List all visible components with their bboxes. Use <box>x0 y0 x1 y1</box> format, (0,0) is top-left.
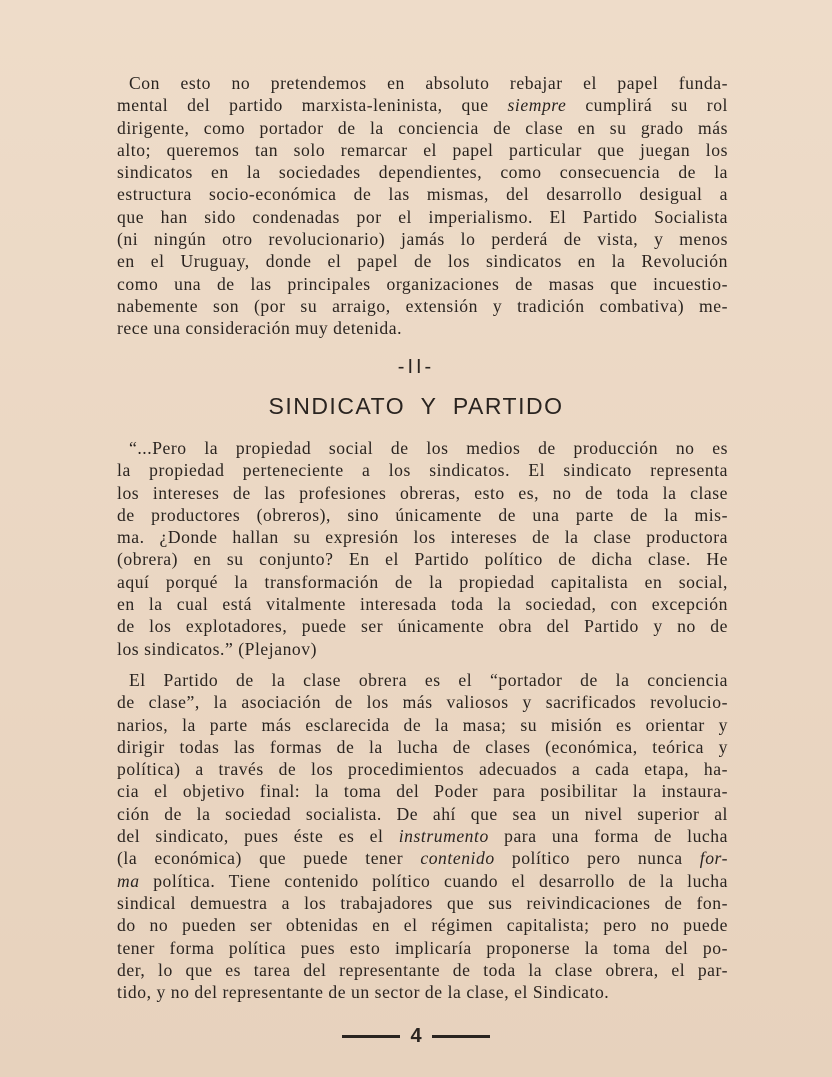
text-line: de productores (obreros), sino únicamente de una parte de la mis- <box>117 504 728 525</box>
text-line: El Partido de la clase obrera es el “portador de la conciencia <box>129 670 728 690</box>
paragraph-intro <box>117 72 728 340</box>
text-line: ma. ¿Donde hallan su expresión los intereses de la clase productora <box>117 527 728 548</box>
text-line: los intereses de las profesiones obreras, esto es, no de toda la clase <box>117 482 728 503</box>
text-line: de clase”, la asociación de los más valiosos y sacrificados revolucio- <box>117 692 728 713</box>
paragraph-quote <box>117 437 728 660</box>
text-line: rece una consideración muy detenida. <box>117 318 403 339</box>
text-line: der, lo que es tarea del representante de toda la clase obrera, el par- <box>117 959 728 980</box>
text-line: Con esto no pretendemos en absoluto rebajar el papel funda- <box>129 73 728 93</box>
text-line: (la económica) que puede tener contenido político pero nunca for- <box>117 848 728 869</box>
page-footer <box>0 1025 832 1048</box>
text-line: (ni ningún otro revolucionario) jamás lo perderá de vista, y menos <box>117 229 728 250</box>
text-line: (obrera) en su conjunto? En el Partido político de dicha clase. He <box>117 549 728 570</box>
text-line: sindical demuestra a los trabajadores que sus reivindicaciones de fon- <box>117 892 728 913</box>
text-line: que han sido condenadas por el imperialismo. El Partido Socialista <box>117 206 728 227</box>
text-line: “...Pero la propiedad social de los medios de producción no es <box>129 438 728 458</box>
text-line: dirigente, como portador de la conciencia de clase en su grado más <box>117 117 728 138</box>
text-line: sindicatos en la sociedades dependientes, como consecuencia de la <box>117 162 728 183</box>
text-line: nabemente son (por su arraigo, extensión y tradición combativa) me- <box>117 295 728 316</box>
text-line: del sindicato, pues éste es el instrumento para una forma de lucha <box>117 826 728 847</box>
text-line: política) a través de los procedimientos adecuados a cada etapa, ha- <box>117 759 728 780</box>
text-line: estructura socio-económica de las mismas, del desarrollo desigual a <box>117 184 728 205</box>
text-line: tener forma política pues esto implicaría proponerse la toma del po- <box>117 937 728 958</box>
text-line: narios, la parte más esclarecida de la masa; su misión es orientar y <box>117 714 728 735</box>
text-line: de los explotadores, puede ser únicamente obra del Partido y no de <box>117 616 728 637</box>
text-line: ción de la sociedad socialista. De ahí que sea un nivel superior al <box>117 803 728 824</box>
text-line: dirigir todas las formas de la lucha de clases (económica, teórica y <box>117 736 728 757</box>
text-line: como una de las principales organizaciones de masas que incuestio- <box>117 273 728 294</box>
text-line: en la cual está vitalmente interesada toda la sociedad, con excepción <box>117 594 728 615</box>
text-line: ma política. Tiene contenido político cuando el desarrollo de la lucha <box>117 870 728 891</box>
footer-rule-right <box>432 1035 490 1038</box>
page-number: 4 <box>410 1025 422 1047</box>
section-number: -II- <box>397 356 435 378</box>
text-line: la propiedad perteneciente a los sindicatos. El sindicato representa <box>117 460 728 481</box>
text-line: mental del partido marxista-leninista, que siempre cumplirá su rol <box>117 95 728 116</box>
text-line: los sindicatos.” (Plejanov) <box>117 638 318 659</box>
text-line: cia el objetivo final: la toma del Poder para posibilitar la instaura- <box>117 781 728 802</box>
text-line: do no pueden ser obtenidas en el régimen capitalista; pero no puede <box>117 915 728 936</box>
text-line: tido, y no del representante de un sector de la clase, el Sindicato. <box>117 982 610 1003</box>
section-title: SINDICATO Y PARTIDO <box>268 393 564 419</box>
paragraph-party <box>117 669 728 1003</box>
text-line: alto; queremos tan solo remarcar el papel particular que juegan los <box>117 139 728 160</box>
text-line: en el Uruguay, donde el papel de los sindicatos en la Revolución <box>117 251 728 272</box>
footer-rule-left <box>342 1035 400 1038</box>
text-line: aquí porqué la transformación de la propiedad capitalista en social, <box>117 571 728 592</box>
